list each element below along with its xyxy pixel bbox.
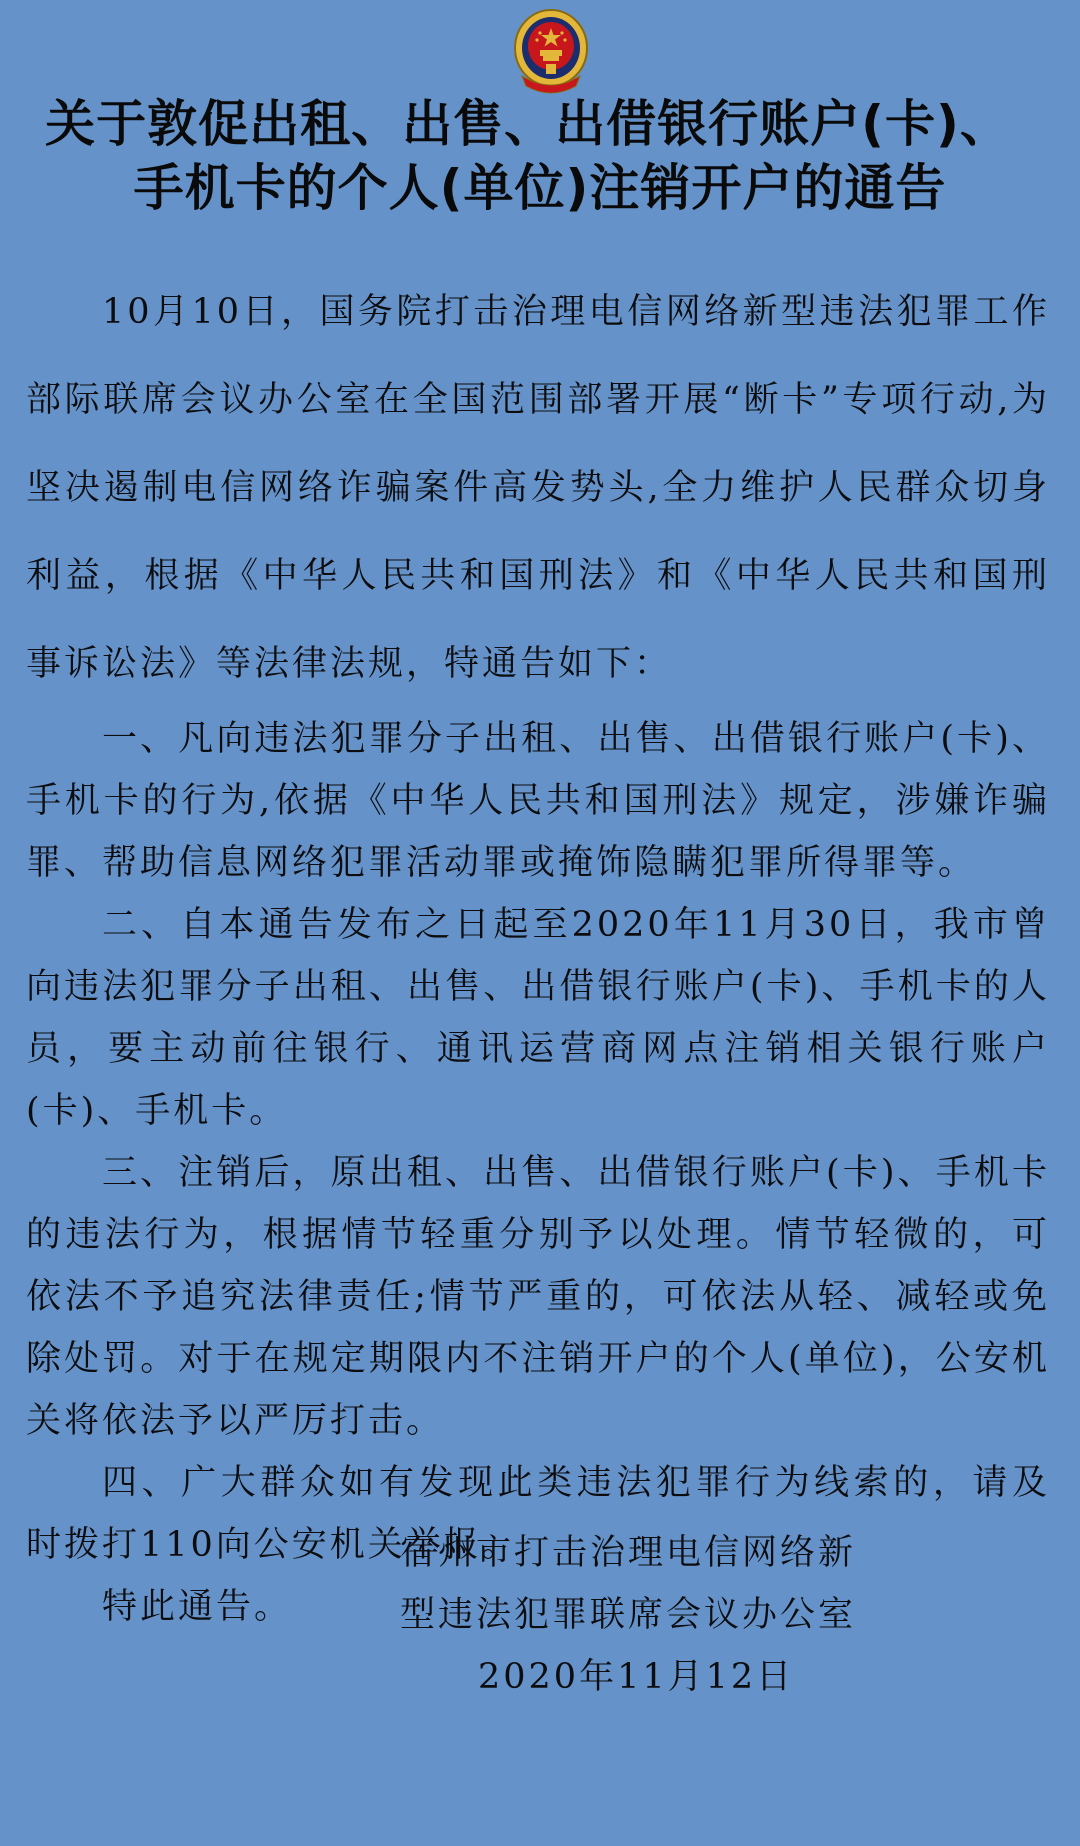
issuer-line-1: 宿州市打击治理电信网络新: [400, 1533, 857, 1573]
item-1-paragraph: 一、凡向违法犯罪分子出租、出售、出借银行账户(卡)、手机卡的行为,依据《中华人民共和国刑法》规定，涉嫌诈骗罪、帮助信息网络犯罪活动罪或掩饰隐瞒犯罪所得罪等。: [26, 719, 1050, 883]
item-3-paragraph: 三、注销后，原出租、出售、出借银行账户(卡)、手机卡的违法行为，根据情节轻重分别予以处理。情节轻微的，可依法不予追究法律责任;情节严重的，可依法从轻、减轻或免除处罚。对于在规定期限内不注销开户的个人(单位)，公安机关将依法予以严厉打击。: [26, 1153, 1050, 1441]
title-line-1: 关于敦促出租、出售、出借银行账户(卡)、: [45, 95, 1011, 153]
notice-body: [26, 268, 1050, 1638]
police-emblem-icon: [510, 6, 592, 96]
intro-paragraph: 10月10日，国务院打击治理电信网络新型违法犯罪工作部际联席会议办公室在全国范围部署开展“断卡”专项行动,为坚决遏制电信网络诈骗案件高发势头,全力维护人民群众切身利益，根据《中华人民共和国刑法》和《中华人民共和国刑事诉讼法》等法律法规，特通告如下：: [26, 292, 1050, 684]
issue-date: 2020年11月12日: [478, 1657, 795, 1697]
item-4-paragraph: 四、广大群众如有发现此类违法犯罪行为线索的，请及时拨打110向公安机关举报。: [26, 1463, 1050, 1565]
notice-title: [0, 92, 1080, 220]
issuer-signature: [400, 1522, 920, 1708]
item-2-paragraph: 二、自本通告发布之日起至2020年11月30日，我市曾向违法犯罪分子出租、出售、出借银行账户(卡)、手机卡的人员，要主动前往银行、通讯运营商网点注销相关银行账户(卡)、手机卡。: [26, 905, 1050, 1131]
title-line-2: 手机卡的个人(单位)注销开户的通告: [133, 159, 947, 217]
closing-line: 特此通告。: [102, 1587, 293, 1627]
issuer-line-2: 型违法犯罪联席会议办公室: [400, 1595, 857, 1635]
